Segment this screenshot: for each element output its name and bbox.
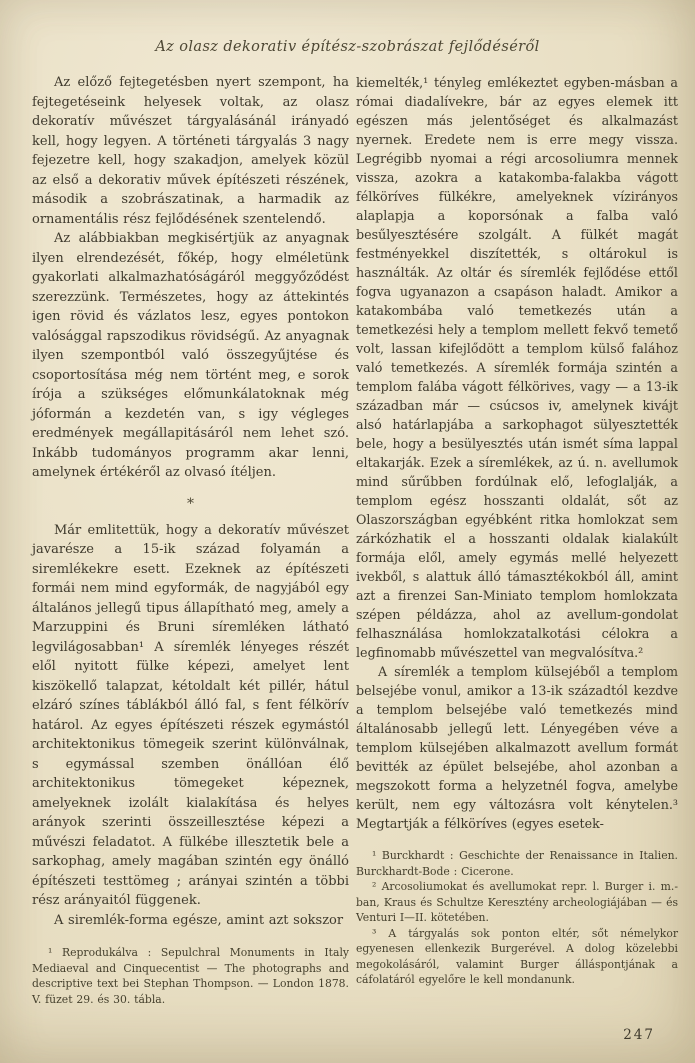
page-number: 247 [623,1027,655,1043]
right-column [356,73,678,1007]
footnote: ³ A tárgyalás sok ponton eltér, sőt némelykor egyenesen ellenkezik Burgerével. A dolog közelebbi megokolásáról, valamint Burger álláspontjának a cáfolatáról egyelőre le kell mondanunk. [356,926,678,986]
paragraph: A siremlék-forma egésze, amint azt sokszor [54,912,344,928]
right-footnotes [356,848,678,988]
left-column [32,73,349,1007]
section-separator: * [187,495,194,512]
text-columns [32,73,678,1007]
footnote: ¹ Burckhardt : Geschichte der Renaissance in Italien. Burckhardt-Bode : Cicerone. [356,849,678,878]
footnote: ¹ Reprodukálva : Sepulchral Monuments in Italy Mediaeval and Cinquecentist — The photographs and descriptive text bei Stephan Thompson. — London 1878. V. füzet 29. és 30. tábla. [32,946,349,1006]
page-title: Az olasz dekorativ építész-szobrászat fejlődéséről [155,39,540,55]
paragraph: Az alábbiakban megkisértjük az anyagnak ilyen elrendezését, főkép, hogy elméletünk gyakorlati alkalmazhatóságáról meggyőződést szerezzünk. Természetes, hogy az áttekintés igen rövid és vázlatos lesz, egyes pontokon valósággal rapszodikus rövidségű. Az anyagnak ilyen szempontból való összegyűjtése és csoportosítása még nem történt meg, e sorok írója a szükséges előmunkálatoknak még jóformán a kezdetén van, s igy végleges eredmények megállapitásáról nem lehet szó. Inkább tudományos programm akar lenni, amelynek értékéről az olvasó ítéljen. [32,231,349,480]
footnote: ² Arcosoliumokat és avellumokat repr. l. Burger i. m.-ban, Kraus és Schultze Keresztény archeologiájában — és Venturi I—II. kötetében. [356,880,678,924]
page-header [0,36,695,55]
paragraph: kiemelték,¹ tényleg emlékeztet egyben-másban a római diadalívekre, bár az egyes elemek itt egészen más jelentőséget és alkalmazást nyernek. Eredete nem is erre megy vissza. Legrégibb nyomai a régi arcosoliumra mennek vissza, azokra a katakomba-falakba vágott félköríves fülkékre, amelyeknek vízirányos alaplapja a koporsónak a falba való besűlyesztésére szolgált. A fülkét magát festményekkel diszítették, s oltárokul is használták. Az oltár és síremlék fejlődése ettől fogva ugyanazon a csapáson haladt. Amikor a katakombába való temetkezés után a temetkezési hely a templom mellett fekvő temető volt, lassan kifejlődött a templom külső falához való temetkezés. A síremlék formája szintén a templom falába vágott félkörives, vagy — a 13-ik században már — csúcsos iv, amelynek kivájt alsó határlapjába a sarkophagot sülyesztették bele, hogy a besülyesztés után ismét síma lappal eltakarják. Ezek a síremlékek, az ú. n. avellumok mind sűrűbben fordúlnak elő, lefoglalják, a templom egész hosszanti oldalát, sőt az Olaszországban egyébként ritka homlokzat sem zárkózhatik el a hosszanti oldalak kialakúlt formája elől, amely egymás mellé helyezett ivekből, s alattuk álló támasztékokból áll, amint azt a firenzei San-Miniato templom homlokzata szépen példázza, ahol az avellum-gondolat felhasználása homlokzatalkotási célokra a legfinomabb művészettel van megvalósítva.² [356,75,678,660]
paragraph: Az előző fejtegetésben nyert szempont, ha fejtegetéseink helyesek voltak, az olasz dekoratív művészet tárgyalásánál irányadó kell, hogy legyen. A történeti tárgyalás 3 nagy fejezetre kell, hogy szakadjon, amelyek közül az első a dekorativ művek építészeti részének, második a szobrászatinak, a harmadik az ornamentális rész fejlődésének szentelendő. [32,75,349,227]
paragraph: Már emlitettük, hogy a dekoratív művészet javarésze a 15-ik század folyamán a siremlékekre esett. Ezeknek az építészeti formái nem mind egyformák, de nagyjából egy általános jellegű tipus állapítható meg, amely a Marzuppini és Bruni síremléken látható legvilágosabban¹ A síremlék lényeges részét elől nyitott fülke képezi, amelyet lent kiszökellő talapzat, kétoldalt két pillér, hátul elzáró színes táblákból álló fal, s fent félkörív határol. Az egyes építészeti részek egymástól architektonikus tömegeik szerint különválnak, s egymással szemben önállóan élő architektonikus tömegeket képeznek, amelyeknek izolált kialakítása és helyes arányok szerinti összeillesztése képezi a művészi feladatot. A fülkébe illesztetik bele a sarkophag, amely magában szintén egy önálló építészeti testtömeg ; arányai szintén a többi rész arányaitól függenek. [32,522,349,908]
paragraph: A síremlék a templom külsejéből a templom belsejébe vonul, amikor a 13-ik századtól kezdve a templom belsejébe való temetkezés mind általánosabb jellegű lett. Lényegében véve a templom külsejében alkalmazott avellum formát bevitték az épület belsejébe, ahol azonban a megszokott forma a helyzetnél fogva, amelybe került, nem egy változásra volt kénytelen.³ Megtartják a félköríves (egyes esetek- [356,664,678,831]
left-footnotes [32,945,349,1007]
